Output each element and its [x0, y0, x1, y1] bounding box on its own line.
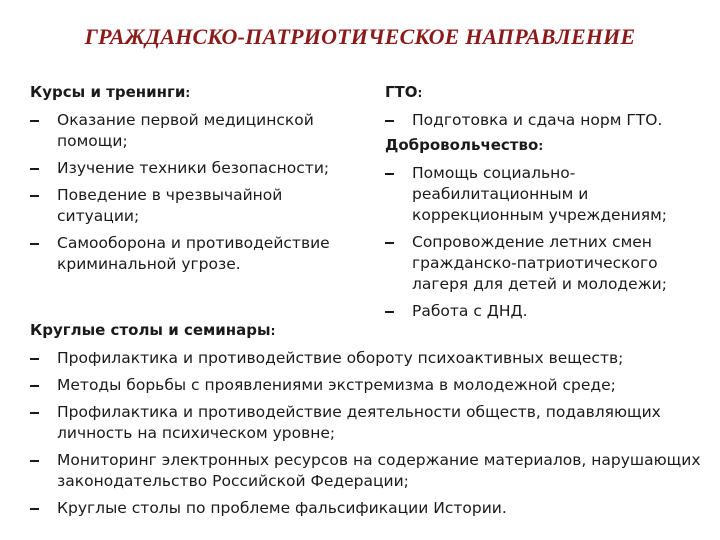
list-item: Подготовка и сдача норм ГТО. [385, 110, 705, 131]
courses-heading-colon: : [185, 86, 191, 100]
volunteering-heading [385, 135, 705, 157]
courses-list [30, 110, 360, 275]
list-item: Сопровождение летних смен гражданско-патриотического лагеря для детей и молодежи; [385, 232, 705, 295]
list-item: Методы борьбы с проявлениями экстремизма в молодежной среде; [30, 375, 710, 396]
volunteering-list [385, 163, 705, 322]
gto-volunteering-section [385, 82, 705, 328]
gto-heading-colon: : [417, 86, 423, 100]
list-item: Профилактика и противодействие деятельности обществ, подавляющих личность на психическом уровне; [30, 402, 710, 444]
roundtables-section [30, 320, 710, 525]
list-item: Изучение техники безопасности; [30, 158, 360, 179]
list-item: Круглые столы по проблеме фальсификации Истории. [30, 498, 710, 519]
list-item: Профилактика и противодействие обороту психоактивных веществ; [30, 348, 710, 369]
courses-heading [30, 82, 360, 104]
courses-section [30, 82, 360, 281]
roundtables-heading-colon: : [270, 324, 276, 338]
page-title: ГРАЖДАНСКО-ПАТРИОТИЧЕСКОЕ НАПРАВЛЕНИЕ [84, 24, 636, 49]
list-item: Поведение в чрезвычайной ситуации; [30, 185, 360, 227]
courses-heading-text: Курсы и тренинги [30, 83, 186, 101]
gto-heading [385, 82, 705, 104]
list-item: Помощь социально-реабилитационным и коррекционным учреждениям; [385, 163, 705, 226]
list-item: Работа с ДНД. [385, 301, 705, 322]
list-item: Оказание первой медицинской помощи; [30, 110, 360, 152]
list-item: Самооборона и противодействие криминальной угрозе. [30, 233, 360, 275]
roundtables-list [30, 348, 710, 519]
list-item: Мониторинг электронных ресурсов на содержание материалов, нарушающих законодательство Российской Федерации; [30, 450, 710, 492]
roundtables-heading-text: Круглые столы и семинары [30, 321, 271, 339]
roundtables-heading [30, 320, 710, 342]
volunteering-heading-text: Добровольчество [385, 136, 539, 154]
volunteering-heading-colon: : [538, 139, 544, 153]
gto-heading-text: ГТО [385, 83, 418, 101]
gto-list [385, 110, 705, 131]
